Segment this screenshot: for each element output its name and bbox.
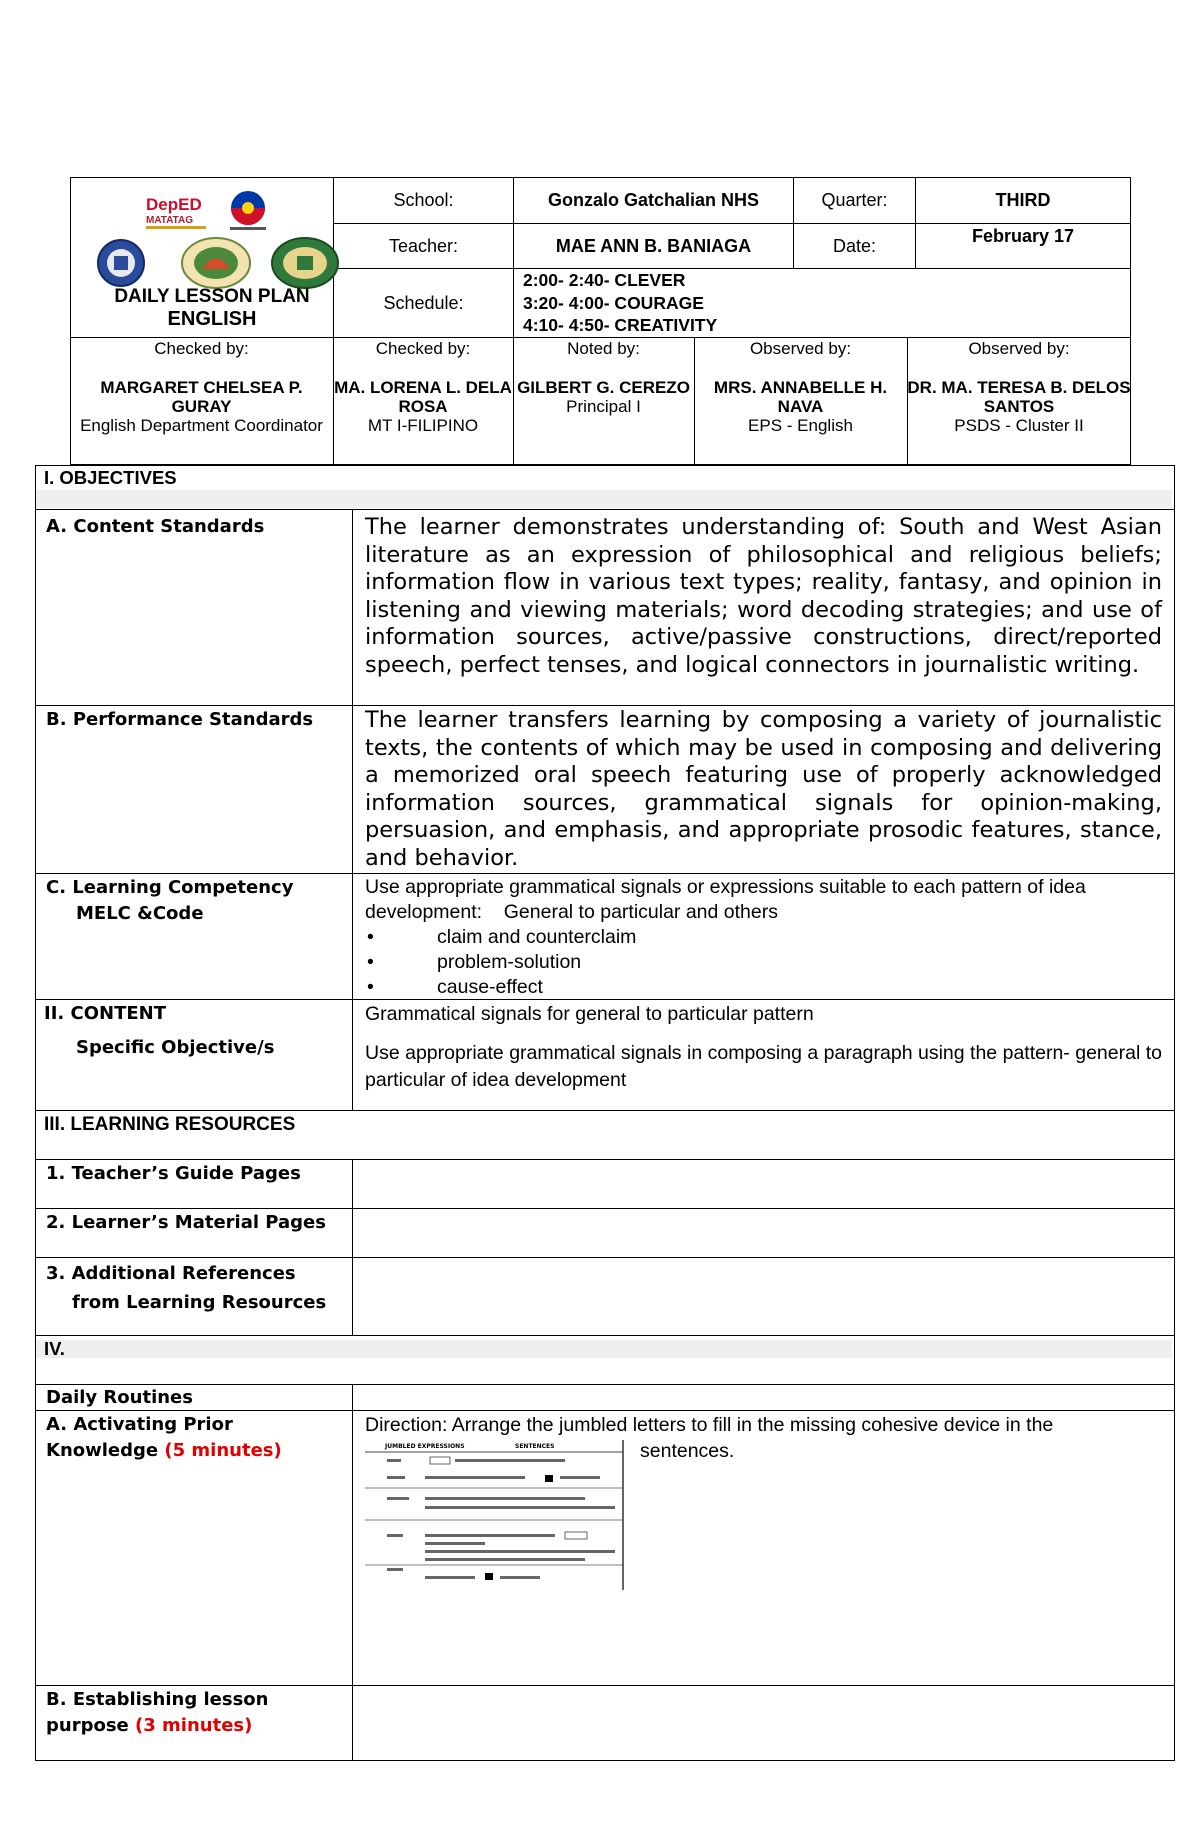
signatory-mt: [333, 337, 513, 435]
signatory-position: EPS - English: [748, 416, 853, 435]
row-divider: [35, 509, 1175, 510]
signatory-coordinator: [70, 337, 333, 435]
daily-routines-label: Daily Routines: [46, 1387, 193, 1408]
date-label: Date:: [832, 235, 877, 256]
school-label: School:: [393, 190, 454, 210]
learning-resources-heading: III. LEARNING RESOURCES: [44, 1114, 296, 1135]
row-divider: [35, 1335, 1175, 1336]
activating-direction-line: Direction: Arrange the jumbled letters to fill in the missing cohesive device in the: [365, 1414, 1054, 1436]
additional-references-line: from Learning Resources: [72, 1292, 327, 1313]
jumbled-worksheet-image: [365, 1440, 625, 1590]
establishing-label-line2: purpose (3 minutes): [46, 1715, 253, 1736]
plan-title-line1: DAILY LESSON PLAN: [114, 286, 310, 307]
teacher-label: Teacher:: [388, 235, 459, 256]
section-iv-band: [36, 1340, 1172, 1358]
establishing-purpose-label: [46, 1687, 268, 1739]
content-label: [44, 1001, 274, 1061]
signatory-position: PSDS - Cluster II: [954, 416, 1084, 435]
teacher-value: MAE ANN B. BANIAGA: [555, 235, 752, 256]
col-divider: [352, 509, 353, 1110]
row-divider: [35, 705, 1175, 706]
row-divider: [35, 1110, 1175, 1111]
school-value: Gonzalo Gatchalian NHS: [547, 190, 760, 210]
signatory-position: English Department Coordinator: [80, 416, 323, 435]
activating-label-line2: Knowledge (5 minutes): [46, 1440, 282, 1461]
learning-competency-text: [365, 875, 1162, 1000]
specific-objectives-label: Specific Objective/s: [76, 1037, 275, 1058]
activating-prior-knowledge-label: [46, 1412, 282, 1464]
school-seal-logo: [269, 236, 341, 290]
signatory-position: MT I-FILIPINO: [367, 416, 479, 435]
signatory-name: MA. LORENA L. DELA ROSA: [334, 378, 512, 416]
date-value: February 17: [971, 226, 1075, 246]
signatory-role: Observed by:: [749, 339, 852, 358]
competency-bullet: • problem-solution: [367, 951, 582, 973]
learning-competency-intro: Use appropriate grammatical signals or expressions suitable to each pattern of idea development: General to particular and others: [365, 876, 1092, 923]
row-divider: [35, 1159, 1175, 1160]
division-seal-logo: [180, 236, 252, 290]
teachers-guide-label: 1. Teacher’s Guide Pages: [46, 1163, 301, 1184]
deped-seal-logo: [87, 238, 155, 288]
signatory-principal: [513, 337, 694, 416]
row-divider: [35, 873, 1175, 874]
row-divider: [35, 1208, 1175, 1209]
content-standards-label: A. Content Standards: [46, 516, 265, 537]
learners-material-label: 2. Learner’s Material Pages: [46, 1212, 326, 1233]
plan-title-line2: ENGLISH: [167, 308, 257, 330]
row-divider: [35, 1410, 1175, 1411]
performance-standards-label: B. Performance Standards: [46, 709, 314, 730]
activating-direction-line2: sentences.: [640, 1440, 735, 1462]
deped-logo-text: DepED: [146, 195, 202, 214]
schedule-line: 3:20- 4:00- COURAGE: [523, 292, 704, 313]
content-text: [365, 1001, 1162, 1094]
content-heading: II. CONTENT: [44, 1003, 166, 1024]
signatory-psds: [907, 337, 1131, 435]
col-divider: [352, 1159, 353, 1335]
content-topic: Grammatical signals for general to particular pattern: [365, 1003, 814, 1025]
competency-bullet: • claim and counterclaim: [367, 926, 637, 948]
schedule-line: 2:00- 2:40- CLEVER: [523, 270, 686, 290]
signatory-role: Noted by:: [567, 339, 640, 358]
additional-references-label: [46, 1259, 326, 1317]
bagong-pilipinas-logo: [222, 188, 274, 232]
objectives-band: [36, 490, 1172, 508]
signatory-role: Observed by:: [968, 339, 1070, 358]
quarter-label: Quarter:: [821, 190, 888, 210]
melc-code-label: MELC &Code: [76, 903, 204, 924]
row-divider: [35, 1685, 1175, 1686]
establishing-time: (3 minutes): [135, 1715, 253, 1736]
worksheet-col1-header: JUMBLED EXPRESSIONS: [385, 1443, 465, 1450]
content-standards-text: The learner demonstrates understanding of: South and West Asian literature as an expression of philosophical and religious beliefs; information flow in various text types; reality, fantasy, and opinion in listening and viewing materials; word decoding strategies; and use of information sources, active/passive constructions, direct/reported speech, perfect tenses, and logical connectors in journalistic writing.: [365, 514, 1162, 678]
specific-objectives-text: Use appropriate grammatical signals in composing a paragraph using the pattern- general to particular of idea development: [365, 1042, 1162, 1091]
plan-title: [86, 286, 338, 331]
signatory-position: Principal I: [566, 397, 641, 416]
performance-standards-text: The learner transfers learning by composing a variety of journalistic texts, the contents of which may be used in composing and delivering a memorized oral speech featuring use of properly acknowledged information sources, grammatical signals for opinion-making, persuasion, and emphasis, and appropriate prosodic features, stance, and behavior.: [365, 707, 1162, 871]
matatag-logo-text: MATATAG: [146, 215, 194, 226]
establishing-label-line: B. Establishing lesson: [46, 1689, 269, 1710]
schedule-label: Schedule:: [383, 292, 464, 313]
signatory-name: GILBERT G. CEREZO: [517, 378, 690, 397]
signatory-role: Checked by:: [154, 339, 249, 358]
schedule-line: 4:10- 4:50- CREATIVITY: [523, 315, 718, 335]
schedule-value: [523, 269, 717, 337]
section-iv-heading: IV.: [44, 1338, 65, 1359]
competency-bullet: • cause-effect: [367, 976, 543, 998]
signatory-name: DR. MA. TERESA B. DELOS SANTOS: [907, 378, 1131, 416]
signatory-name: MARGARET CHELSEA P. GURAY: [100, 378, 303, 416]
signatory-eps: [694, 337, 907, 435]
learning-competency-label-line: C. Learning Competency: [46, 877, 294, 898]
signatory-name: MRS. ANNABELLE H. NAVA: [713, 378, 888, 416]
worksheet-col2-header: SENTENCES: [515, 1443, 555, 1450]
signatory-role: Checked by:: [375, 339, 471, 358]
activating-time: (5 minutes): [164, 1440, 282, 1461]
col-divider: [352, 1384, 353, 1761]
learning-competency-label: [46, 875, 293, 927]
objectives-heading: I. OBJECTIVES: [44, 467, 177, 488]
quarter-value: THIRD: [995, 190, 1051, 210]
row-divider: [35, 1384, 1175, 1385]
additional-references-line: 3. Additional References: [46, 1263, 296, 1284]
row-divider: [35, 1257, 1175, 1258]
activating-label-line: A. Activating Prior: [46, 1414, 233, 1435]
